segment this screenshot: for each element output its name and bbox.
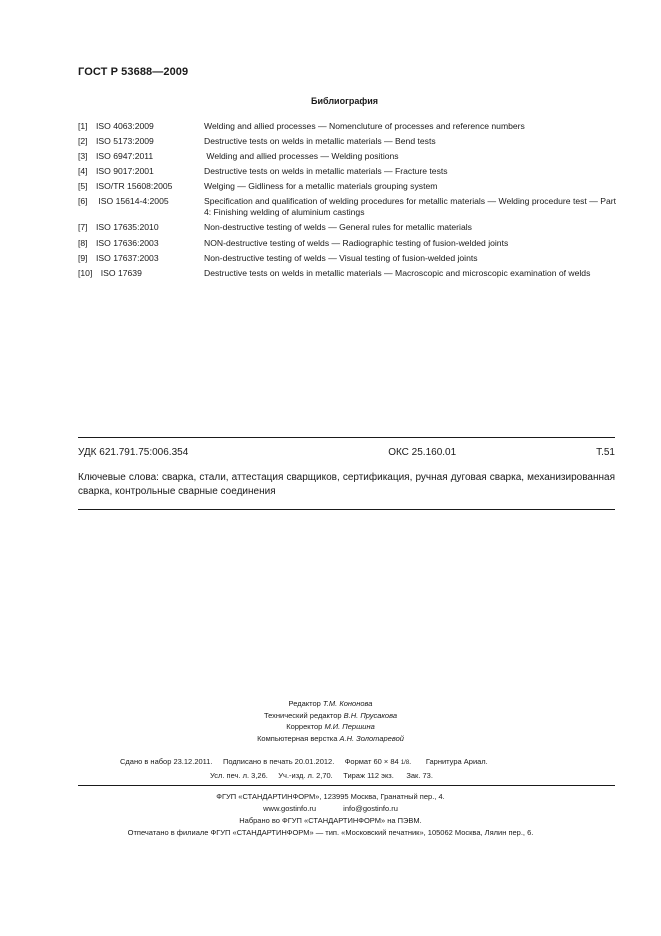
corrector-label: Корректор	[286, 722, 323, 731]
print-info-line2	[210, 771, 433, 780]
bib-code: ISO 17636:2003	[96, 237, 159, 248]
bib-number: [6]	[78, 196, 88, 207]
bibliography-list	[78, 121, 616, 283]
bib-title: Non-destructive testing of welds — Visual testing of fusion-welded joints	[204, 252, 478, 263]
bib-code: ISO 5173:2009	[96, 136, 154, 147]
udk-code: УДК 621.791.75:006.354	[78, 447, 189, 458]
classification-row	[78, 447, 615, 458]
print-sheets: Усл. печ. л. 3,26.	[210, 771, 268, 780]
editor-line	[0, 698, 661, 710]
bib-item	[78, 222, 616, 233]
bib-title: Welging — Gidliness for a metallic materials grouping system	[204, 181, 438, 192]
bib-number: [2]	[78, 136, 88, 147]
bib-number: [3]	[78, 151, 88, 162]
bib-code: ISO 17637:2003	[96, 252, 159, 263]
bib-code: ISO 17635:2010	[96, 222, 159, 233]
bib-title: Destructive tests on welds in metallic materials — Macroscopic and microscopic examination of welds	[204, 267, 591, 278]
corrector-name: М.И. Першина	[324, 722, 375, 731]
print-info-line1: Сдано в набор 23.12.2011. Подписано в печать 20.01.2012. Формат 60 × 84 1/8. Гарнитура Ариал.	[120, 757, 488, 766]
bib-item	[78, 136, 616, 147]
tech-editor-line	[0, 710, 661, 722]
bib-code: ISO 6947:2011	[96, 151, 154, 162]
layout-label: Компьютерная верстка	[257, 733, 338, 743]
editor-name: Т.М. Кононова	[322, 699, 373, 708]
tech-editor-label: Технический редактор	[263, 710, 342, 720]
sign-date: Подписано в печать 20.01.2012.	[222, 757, 335, 766]
bib-title: NON-destructive testing of welds — Radiographic testing of fusion-welded joints	[204, 237, 509, 248]
typeset-date: Сдано в набор 23.12.2011.	[120, 757, 213, 766]
font-info: Гарнитура Ариал.	[425, 757, 488, 766]
publisher-address: ФГУП «СТАНДАРТИНФОРМ», 123995 Москва, Гранатный пер., 4.	[216, 792, 445, 801]
bib-item	[78, 166, 616, 177]
divider	[78, 437, 615, 438]
format-times: ×	[383, 757, 389, 766]
bib-code: ISO 15614-4:2005	[96, 196, 169, 207]
divider	[78, 785, 615, 786]
bib-number: [7]	[78, 222, 88, 233]
bib-number: [10]	[78, 267, 93, 278]
bib-title: Specification and qualification of welding procedures for metallic materials — Welding procedure test — Part 4: Finishing welding of aluminium castings	[204, 196, 616, 218]
format-value: 84	[390, 757, 399, 766]
t-code: Т.51	[596, 447, 615, 458]
bib-code: ISO/TR 15608:2005	[96, 181, 173, 192]
bib-number: [9]	[78, 252, 88, 263]
order-number: Зак. 73.	[406, 771, 433, 780]
circulation: Тираж 112 экз.	[343, 771, 394, 780]
bib-code: ISO 17639	[96, 267, 142, 278]
layout-name: А.Н. Золотаревой	[339, 733, 404, 743]
corrector-line	[0, 721, 661, 733]
editorial-block	[0, 698, 661, 744]
bib-title: Destructive tests on welds in metallic materials — Fracture tests	[204, 166, 448, 177]
keywords: Ключевые слова: сварка, стали, аттестация сварщиков, сертификация, ручная дуговая сварка, механизированная сварка, контрольные сварные соединения	[78, 472, 615, 497]
publisher-contacts	[0, 804, 661, 813]
bib-item	[78, 268, 616, 279]
bib-number: [5]	[78, 181, 88, 192]
format-fraction: 1/8	[400, 760, 410, 766]
bib-title: Destructive tests on welds in metallic materials — Bend tests	[204, 136, 436, 147]
bibliography-title: Библиография	[311, 96, 378, 106]
layout-line	[0, 733, 661, 745]
bib-title: Non-destructive testing of welds — General rules for metallic materials	[204, 222, 472, 233]
bib-item	[78, 253, 616, 264]
typeset-note: Набрано во ФГУП «СТАНДАРТИНФОРМ» на ПЭВМ.	[239, 816, 422, 825]
divider	[78, 509, 615, 510]
tech-editor-name: В.Н. Прусакова	[343, 710, 398, 720]
bib-code: ISO 9017:2001	[96, 166, 154, 177]
document-header: ГОСТ Р 53688—2009	[78, 66, 189, 78]
bib-item	[78, 121, 616, 132]
bib-title: Welding and allied processes — Welding positions	[204, 151, 399, 162]
bib-number: [4]	[78, 166, 88, 177]
publisher-email[interactable]: info@gostinfo.ru	[343, 804, 398, 813]
bib-item	[78, 151, 616, 162]
editor-label: Редактор	[288, 699, 321, 708]
publisher-site[interactable]: www.gostinfo.ru	[263, 804, 317, 813]
bib-item	[78, 181, 616, 192]
format-label: Формат 60	[344, 757, 382, 766]
bib-title: Welding and allied processes — Nomencluture of processes and reference numbers	[204, 121, 525, 131]
bib-number: [8]	[78, 237, 88, 248]
bib-number: [1]	[78, 121, 88, 131]
oks-code: ОКС 25.160.01	[388, 447, 457, 458]
printed-note: Отпечатано в филиале ФГУП «СТАНДАРТИНФОРМ» — тип. «Московский печатник», 105062 Москва, Лялин пер., 6.	[127, 828, 534, 837]
bib-code: ISO 4063:2009	[96, 121, 154, 131]
bib-item	[78, 238, 616, 249]
edit-sheets: Уч.-изд. л. 2,70.	[278, 771, 333, 780]
bib-item	[78, 196, 616, 218]
